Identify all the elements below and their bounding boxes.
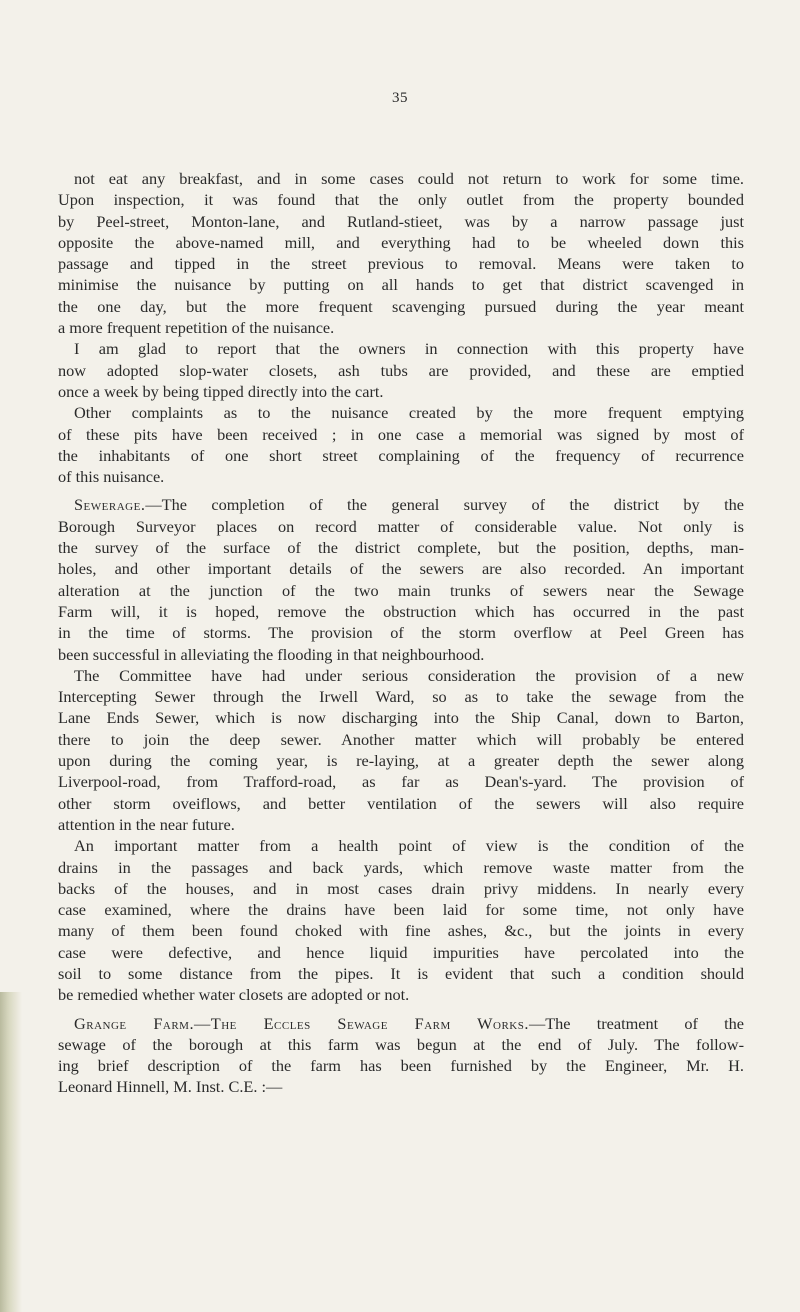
line-text: opposite the above-named mill, and everything had to be wheeled down this	[58, 232, 744, 252]
text-line	[58, 793, 744, 814]
line-text: of this nuisance.	[58, 467, 165, 487]
line-text: not eat any breakfast, and in some cases could not return to work for some time.	[74, 169, 744, 188]
text-line	[58, 665, 744, 686]
line-text: a more frequent repetition of the nuisance.	[58, 318, 335, 338]
line-text: be remedied whether water closets are adopted or not.	[58, 985, 410, 1005]
text-line	[58, 296, 744, 317]
text-line	[58, 168, 744, 189]
line-text: of these pits have been received ; in one case a memorial was signed by most of	[58, 424, 744, 444]
text-line	[58, 686, 744, 707]
line-text: soil to some distance from the pipes. It is evident that such a condition should	[58, 963, 744, 983]
text-line	[58, 189, 744, 210]
text-line	[58, 211, 744, 232]
paragraph	[58, 665, 744, 835]
paragraph	[58, 1013, 744, 1098]
text-line	[58, 878, 744, 899]
text-line	[58, 253, 744, 274]
line-text: case were defective, and hence liquid impurities have percolated into the	[58, 942, 744, 962]
text-line	[58, 338, 744, 359]
section-heading: Grange Farm.—The Eccles Sewage Farm Works.	[74, 1013, 529, 1033]
text-line	[58, 232, 744, 253]
line-text: backs of the houses, and in most cases drain privy middens. In nearly every	[58, 878, 744, 898]
text-line	[58, 644, 744, 665]
line-text: case examined, where the drains have been laid for some time, not only have	[58, 900, 744, 920]
text-line	[58, 516, 744, 537]
text-line	[58, 1055, 744, 1076]
text-line	[58, 580, 744, 601]
page-body	[58, 168, 744, 1098]
text-line	[58, 942, 744, 963]
text-line	[58, 381, 744, 402]
text-line	[58, 360, 744, 381]
text-line	[58, 729, 744, 750]
text-line	[58, 402, 744, 423]
page-edge-shadow	[0, 992, 22, 1312]
line-text: minimise the nuisance by putting on all hands to get that district scavenged in	[58, 275, 744, 295]
line-text: by Peel-street, Monton-lane, and Rutland-stieet, was by a narrow passage just	[58, 211, 744, 231]
section-heading: Sewerage.	[74, 495, 146, 515]
text-line	[58, 1034, 744, 1055]
text-line	[58, 814, 744, 835]
paragraph	[58, 338, 744, 402]
line-text: I am glad to report that the owners in connection with this property have	[74, 339, 744, 359]
line-text: drains in the passages and back yards, which remove waste matter from the	[58, 857, 744, 877]
text-line	[58, 750, 744, 771]
text-line	[58, 622, 744, 643]
text-line	[58, 445, 744, 466]
text-line	[58, 899, 744, 920]
line-text: passage and tipped in the street previous to removal. Means were taken to	[58, 254, 744, 274]
text-line	[58, 1013, 744, 1034]
line-text: Liverpool-road, from Trafford-road, as far as Dean's-yard. The provision of	[58, 772, 744, 792]
line-text: Borough Surveyor places on record matter of considerable value. Not only is	[58, 516, 744, 536]
line-text: Intercepting Sewer through the Irwell Ward, so as to take the sewage from the	[58, 687, 744, 707]
line-text: Upon inspection, it was found that the only outlet from the property bounded	[58, 190, 744, 210]
line-text: upon during the coming year, is re-laying, at a greater depth the sewer along	[58, 751, 744, 771]
text-line	[58, 558, 744, 579]
line-text: alteration at the junction of the two main trunks of sewers near the Sewage	[58, 580, 744, 600]
text-line	[58, 601, 744, 622]
paragraph	[58, 168, 744, 338]
text-line	[58, 424, 744, 445]
line-text: once a week by being tipped directly into the cart.	[58, 381, 384, 401]
text-line	[58, 835, 744, 856]
line-text: sewage of the borough at this farm was begun at the end of July. The follow-	[58, 1034, 744, 1054]
text-line	[58, 494, 744, 515]
line-text: Farm will, it is hoped, remove the obstruction which has occurred in the past	[58, 601, 744, 621]
line-text: now adopted slop-water closets, ash tubs are provided, and these are emptied	[58, 360, 744, 380]
line-text: there to join the deep sewer. Another matter which will probably be entered	[58, 729, 744, 749]
line-text: been successful in alleviating the flooding in that neighbourhood.	[58, 644, 485, 664]
line-text: ing brief description of the farm has been furnished by the Engineer, Mr. H.	[58, 1056, 744, 1076]
line-text: in the time of storms. The provision of the storm overflow at Peel Green has	[58, 623, 744, 643]
line-text: holes, and other important details of the sewers are also recorded. An important	[58, 559, 744, 579]
page-number: 35	[392, 90, 408, 106]
text-line	[58, 1076, 744, 1097]
text-line	[58, 317, 744, 338]
line-text: —The treatment of the	[528, 1013, 744, 1033]
text-line	[58, 857, 744, 878]
text-line	[58, 707, 744, 728]
text-line	[58, 274, 744, 295]
line-text: attention in the near future.	[58, 814, 235, 834]
line-text: An important matter from a health point of view is the condition of the	[74, 836, 744, 856]
line-text: the one day, but the more frequent scavenging pursued during the year meant	[58, 296, 744, 316]
text-line	[58, 920, 744, 941]
text-line	[58, 537, 744, 558]
line-text: the survey of the surface of the district complete, but the position, depths, man-	[58, 538, 744, 558]
line-text: The Committee have had under serious consideration the provision of a new	[74, 665, 744, 685]
text-line	[58, 771, 744, 792]
line-text: Other complaints as to the nuisance created by the more frequent emptying	[74, 403, 744, 423]
paragraph	[58, 835, 744, 1005]
text-line	[58, 466, 744, 487]
line-text: Leonard Hinnell, M. Inst. C.E. :—	[58, 1077, 283, 1097]
text-line	[58, 963, 744, 984]
paragraph	[58, 402, 744, 487]
line-text: other storm oveiflows, and better ventilation of the sewers will also require	[58, 793, 744, 813]
text-line	[58, 984, 744, 1005]
line-text: many of them been found choked with fine ashes, &c., but the joints in every	[58, 921, 744, 941]
paragraph	[58, 494, 744, 664]
line-text: the inhabitants of one short street complaining of the frequency of recurrence	[58, 445, 744, 465]
line-text: Lane Ends Sewer, which is now discharging into the Ship Canal, down to Barton,	[58, 708, 744, 728]
line-text: —The completion of the general survey of the district by the	[145, 495, 744, 515]
